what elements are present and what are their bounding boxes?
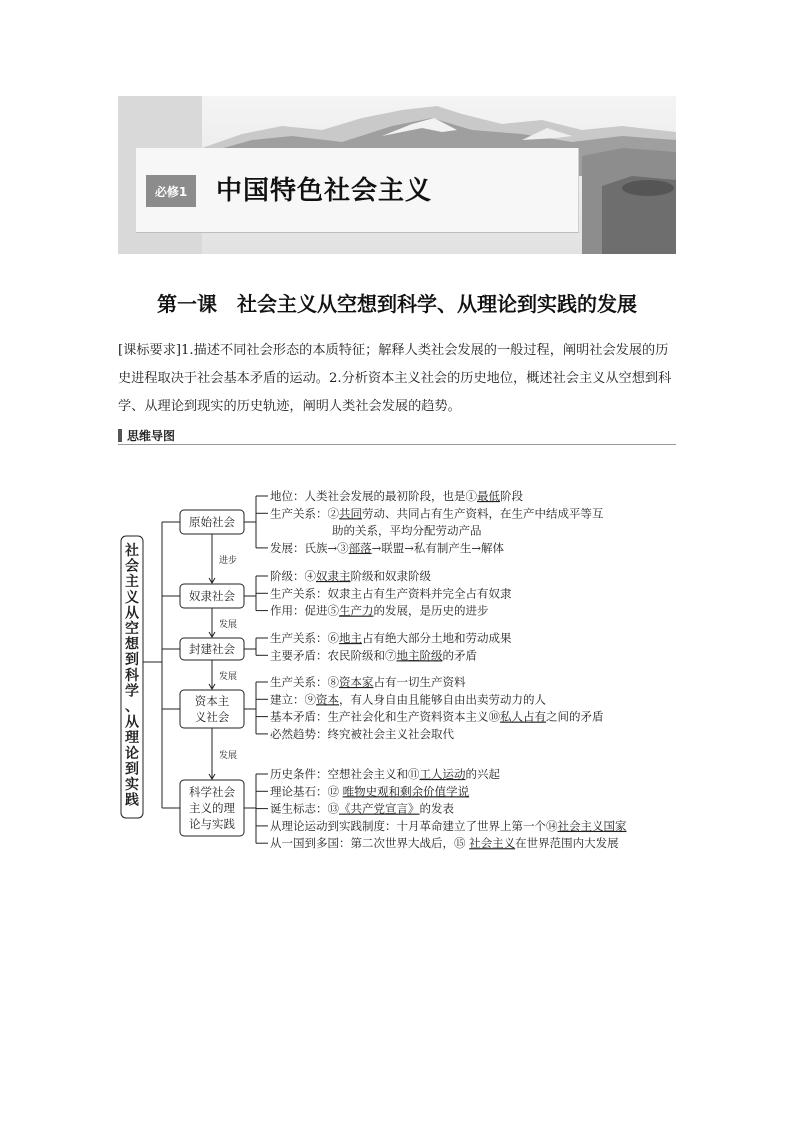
answer-blank: 共同	[339, 506, 362, 521]
answer-blank: 社会主义	[469, 836, 516, 851]
answer-blank: 生产力	[339, 603, 374, 618]
detail-text: 生产关系：②	[270, 506, 339, 521]
detail-text: 理论基石：⑫	[270, 784, 343, 799]
root-char: 理	[125, 730, 139, 747]
root-char: 从	[125, 714, 139, 731]
detail-text: 在世界范围内大发展	[515, 836, 619, 851]
detail-text: 从一国到多国：第二次世界大战后，⑮	[270, 836, 470, 851]
root-char: 科	[125, 667, 139, 684]
detail-text: 阶段	[500, 489, 523, 503]
root-char: 到	[125, 652, 139, 669]
detail-line	[270, 506, 604, 520]
root-char: 想	[125, 636, 139, 653]
answer-blank: 工人运动	[419, 767, 466, 781]
detail-line	[270, 489, 523, 503]
detail-text: 的发表	[419, 801, 454, 816]
detail-line	[270, 675, 466, 689]
concept-node-label: 论与实践	[189, 817, 235, 831]
detail-text: 主要矛盾：农民阶级和⑦	[270, 648, 397, 663]
detail-text: 之间的矛盾	[546, 709, 604, 724]
detail-text: 劳动、共同占有生产资料，在生产中结成平等互	[362, 506, 604, 521]
lesson-title: 第一课 社会主义从空想到科学、从理论到实践的发展	[157, 292, 637, 316]
root-char: 实	[125, 777, 139, 793]
module-badge: 必修1	[146, 175, 196, 207]
detail-line	[270, 802, 454, 816]
concept-node-label: 原始社会	[189, 515, 235, 529]
detail-line	[270, 569, 431, 583]
detail-line	[270, 604, 489, 618]
section-label: 思维导图	[127, 429, 176, 443]
detail-line	[270, 541, 505, 555]
mind-map-details	[270, 489, 627, 850]
detail-text: 阶级：④	[270, 569, 316, 583]
concept-node-label: 义社会	[194, 710, 230, 724]
detail-text: 的矛盾	[442, 648, 477, 663]
answer-blank: 社会主义国家	[557, 818, 627, 833]
detail-text: ，有人身自由且能够自由出卖劳动力的人	[339, 692, 546, 707]
detail-text: 生产关系：⑥	[270, 631, 339, 645]
mind-map-root	[121, 536, 143, 818]
detail-line	[270, 836, 619, 850]
detail-text: 的发展，是历史的进步	[373, 603, 489, 618]
root-char: 会	[125, 558, 139, 575]
detail-text: 诞生标志：⑬	[270, 801, 339, 816]
transition-label: 发展	[219, 751, 238, 761]
root-char: 义	[125, 589, 139, 606]
detail-text: 占有绝大部分土地和劳动成果	[362, 631, 512, 645]
root-char: 社	[125, 543, 139, 559]
detail-line	[332, 524, 482, 538]
detail-line	[270, 767, 500, 781]
root-char: 论	[125, 745, 139, 762]
detail-text: 发展：氏族→③	[270, 540, 349, 555]
detail-line	[270, 648, 477, 662]
detail-text: 地位：人类社会发展的最初阶段，也是①	[270, 489, 477, 503]
answer-blank: 地主阶级	[396, 648, 443, 663]
detail-line	[270, 692, 546, 706]
detail-text: 从理论运动到实践制度：十月革命建立了世界上第一个⑭	[270, 818, 558, 833]
transition-label: 发展	[219, 672, 238, 682]
detail-line	[270, 710, 604, 724]
root-char: 学	[125, 683, 139, 700]
concept-node-label: 奴隶社会	[189, 589, 235, 603]
concept-node-label: 资本主	[194, 694, 230, 708]
answer-blank: 地主	[339, 631, 362, 645]
detail-line	[270, 631, 512, 645]
answer-blank: 唯物史观和剩余价值学说	[342, 784, 470, 799]
root-char: 、	[125, 699, 139, 715]
detail-text: 生产关系：⑧	[270, 675, 339, 689]
concept-node-label: 封建社会	[189, 642, 235, 656]
detail-text: 建立：⑨	[270, 692, 316, 707]
detail-line	[270, 727, 454, 741]
root-char: 主	[125, 574, 139, 591]
detail-line	[270, 819, 627, 833]
root-char: 从	[125, 605, 139, 622]
answer-blank: 《共产党宣言》	[339, 801, 420, 816]
answer-blank: 资本	[316, 692, 339, 707]
concept-node-label: 主义的理	[189, 801, 235, 815]
answer-blank: 资本家	[339, 675, 374, 689]
detail-text: 历史条件：空想社会主义和⑪	[270, 767, 420, 781]
curriculum-label: [课标要求]	[118, 343, 182, 358]
detail-line	[270, 784, 470, 798]
unit-title: 中国特色社会主义	[216, 176, 433, 206]
detail-text: 基本矛盾：生产社会化和生产资料资本主义⑩	[270, 709, 500, 724]
detail-text: 作用：促进⑤	[270, 603, 339, 618]
root-char: 空	[125, 621, 139, 637]
detail-text: 阶级和奴隶阶级	[350, 569, 431, 583]
detail-text: 助的关系，平均分配劳动产品	[332, 523, 482, 538]
answer-blank: 部落	[348, 540, 372, 555]
curriculum-text: 1.描述不同社会形态的本质特征；解释人类社会发展的一般过程，阐明社会发展的历史进程取决于社会基本矛盾的运动。2.分析资本主义社会的历史地位，概述社会主义从空想到科学、从理论到现实的历史轨迹，阐明人类社会发展的趋势。	[118, 343, 672, 414]
answer-blank: 私人占有	[500, 709, 546, 724]
detail-text: 的兴起	[465, 767, 500, 781]
answer-blank: 最低	[477, 489, 500, 503]
root-char: 到	[125, 761, 139, 778]
detail-text: 占有一切生产资料	[373, 675, 466, 689]
detail-text: 必然趋势：终究被社会主义社会取代	[270, 726, 454, 741]
detail-line	[270, 586, 512, 600]
detail-text: →联盟→私有制产生→解体	[371, 540, 505, 555]
concept-node-label: 科学社会	[189, 785, 235, 799]
transition-label: 进步	[219, 556, 238, 566]
answer-blank: 奴隶主	[316, 569, 351, 583]
transition-label: 发展	[219, 620, 238, 630]
root-char: 践	[125, 792, 139, 809]
detail-text: 生产关系：奴隶主占有生产资料并完全占有奴隶	[270, 586, 512, 601]
